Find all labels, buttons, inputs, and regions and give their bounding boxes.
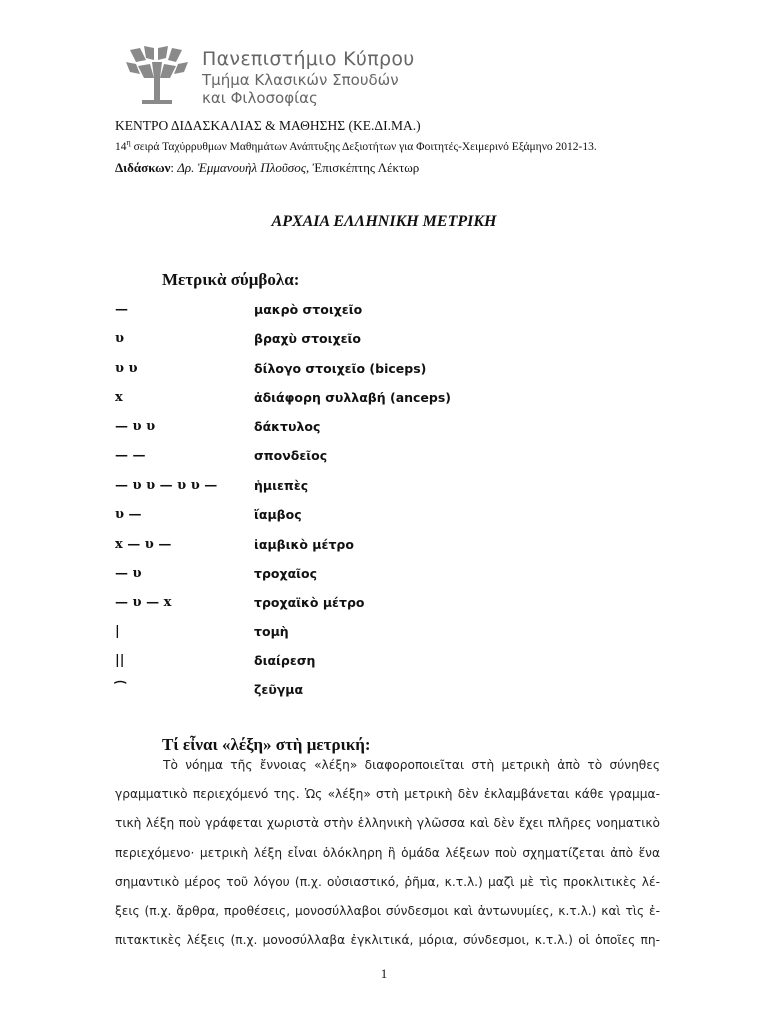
teacher-role: , Ἐπισκέπτης Λέκτωρ: [306, 160, 420, 175]
metric-symbol: — υ — x: [115, 595, 172, 610]
list-item: [115, 361, 675, 381]
series-text: σειρά Ταχύρρυθμων Μαθημάτων Ανάπτυξης Δεξιοτήτων για Φοιτητές-Χειμερινό Εξάμηνο 2012-13.: [130, 140, 597, 153]
symbol-description: σπονδεῖος: [254, 448, 328, 463]
metric-symbol: υ —: [115, 507, 142, 522]
symbol-description: ζεῦγμα: [254, 682, 304, 697]
symbol-description: ἀδιάφορη συλλαβή (anceps): [254, 390, 452, 405]
symbol-description: τροχαῖος: [254, 566, 318, 581]
list-item: [115, 682, 675, 702]
paragraph-line: Τὸ νόημα τῆς ἔννοιας «λέξη» διαφοροποιεῖται στὴ μετρικὴ ἀπὸ τὸ σύνηθες: [163, 758, 660, 772]
list-item: [115, 331, 675, 351]
metric-symbol: υ υ: [115, 361, 138, 376]
list-item: [115, 507, 675, 527]
metric-symbol: |: [115, 624, 120, 639]
list-item: [115, 448, 675, 468]
metric-symbol: — υ υ: [115, 419, 156, 434]
teacher-separator: :: [170, 160, 178, 175]
teacher-label: Διδάσκων: [115, 160, 171, 175]
list-item: [115, 653, 675, 673]
logo-university-name: Πανεπιστήμιο Κύπρου: [202, 48, 415, 70]
symbol-description: ἰαμβικὸ μέτρο: [254, 537, 354, 552]
list-item: [115, 302, 675, 322]
section-heading-word: Τί εἶναι «λέξη» στὴ μετρική:: [162, 735, 371, 754]
metric-symbol: x: [115, 390, 123, 405]
list-item: [115, 390, 675, 410]
symbol-description: ἴαμβος: [254, 507, 302, 522]
metric-symbol: —: [115, 302, 128, 317]
metric-symbol: υ: [115, 331, 125, 346]
symbol-description: τροχαϊκὸ μέτρο: [254, 595, 365, 610]
paragraph-line: ξεις (π.χ. ἄρθρα, προθέσεις, μονοσύλλαβοι σύνδεσμοι καὶ ἀντωνυμίες, κ.τ.λ.) καὶ τὶς ἐ-: [115, 904, 660, 918]
list-item: [115, 595, 675, 615]
series-number: 14: [115, 140, 127, 153]
paragraph-line: πιτακτικὲς λέξεις (π.χ. μονοσύλλαβα ἐγκλιτικά, μόρια, σύνδεσμοι, κ.τ.λ.) οἱ ὁποῖες πη-: [115, 933, 660, 947]
teacher-name: Δρ. Ἐμμανουὴλ Πλοῦσος: [177, 160, 306, 175]
cyprus-tree-logo-icon: [124, 44, 194, 106]
section-heading-symbols: Μετρικὰ σύμβολα:: [162, 270, 300, 289]
metric-symbol: ⁀: [115, 682, 126, 697]
symbol-description: βραχὺ στοιχεῖο: [254, 331, 361, 346]
page-number: 1: [380, 966, 388, 981]
metric-symbol: ||: [115, 653, 125, 668]
list-item: [115, 624, 675, 644]
symbol-description: μακρὸ στοιχεῖο: [254, 302, 363, 317]
series-info: [115, 138, 597, 153]
logo-department-name: Τμήμα Κλασικών Σπουδών: [202, 71, 399, 89]
symbol-description: τομὴ: [254, 624, 289, 639]
centre-name: ΚΕΝΤΡΟ ΔΙΔΑΣΚΑΛΙΑΣ & ΜΑΘΗΣΗΣ (ΚΕ.ΔΙ.ΜΑ.): [115, 118, 421, 133]
page-title: ΑΡΧΑΙΑ ΕΛΛΗΝΙΚΗ ΜΕΤΡΙΚΗ: [271, 213, 497, 230]
university-logo: [124, 44, 484, 106]
logo-department-name-cont: και Φιλοσοφίας: [202, 89, 318, 107]
symbol-description: διαίρεση: [254, 653, 316, 668]
symbol-description: δίλογο στοιχεῖο (biceps): [254, 361, 427, 376]
metric-symbol: — —: [115, 448, 146, 463]
paragraph-line: σημαντικὸ μέρος τοῦ λόγου (π.χ. οὐσιαστικό, ῥῆμα, κ.τ.λ.) μαζὶ μὲ τὶς προκλιτικὲς λέ-: [115, 875, 660, 889]
list-item: [115, 537, 675, 557]
paragraph-line: τικὴ λέξη ποὺ γράφεται χωριστὰ στὴν ἑλληνικὴ γλῶσσα καὶ δὲν ἔχει πλῆρες νοηματικὸ: [115, 816, 660, 830]
paragraph-line: γραμματικὸ περιεχόμενό της. Ὡς «λέξη» στὴ μετρικὴ δὲν ἐκλαμβάνεται κάθε γραμμα-: [115, 787, 660, 801]
metric-symbol: — υ υ — υ υ —: [115, 478, 218, 493]
teacher-line: [115, 160, 419, 176]
list-item: [115, 419, 675, 439]
paragraph-line: περιεχόμενο· μετρικὴ λέξη εἶναι ὁλόκληρη ἢ ὁμάδα λέξεων ποὺ σχηματίζεται ἀπὸ ἕνα: [115, 846, 660, 860]
list-item: [115, 478, 675, 498]
symbol-description: δάκτυλος: [254, 419, 321, 434]
series-ordinal: η: [126, 138, 131, 147]
metric-symbol: x — υ —: [115, 537, 172, 552]
metric-symbol: — υ: [115, 566, 142, 581]
list-item: [115, 566, 675, 586]
symbol-description: ἡμιεπὲς: [254, 478, 309, 493]
